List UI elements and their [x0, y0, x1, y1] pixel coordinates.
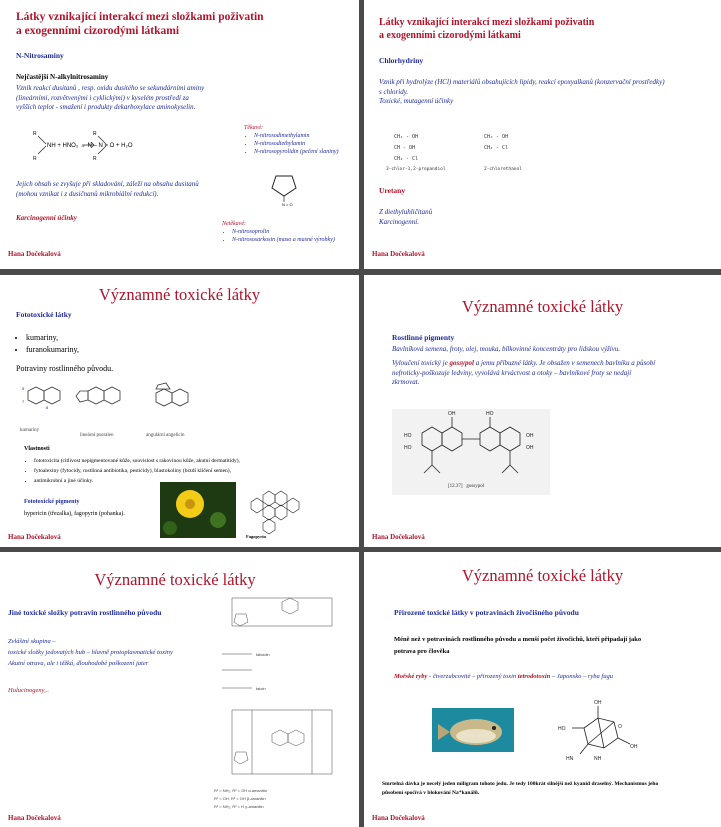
- list-item: • N-nitrosodimethylamin: [254, 132, 359, 140]
- section-heading: Přirozené toxické látky v potravinách živočišného původu: [394, 608, 579, 617]
- origin-text: Potraviny rostlinného původu.: [16, 364, 114, 373]
- section-heading: Jiné toxické složky potravin rostlinného původu: [8, 608, 162, 617]
- formula-line: CH₂ - OH: [484, 134, 509, 140]
- text-span: - čtverzubcovité – přirozený toxin: [427, 673, 518, 680]
- amanitin-structures: [212, 584, 357, 820]
- slide-n-nitrosaminy: [0, 0, 359, 269]
- structure-label: lineární psoralen: [80, 433, 114, 438]
- slide-fototoxicke-latky: [0, 275, 359, 547]
- fagopyrin-structure: [246, 485, 300, 537]
- bullet-list: [16, 332, 79, 356]
- formula-name: 3-chlor-1,2-propandiol: [386, 167, 446, 172]
- figure-caption: [448, 484, 484, 489]
- section-heading: Rostlinné pigmenty: [392, 333, 455, 342]
- text-line: Akutní otrava, ale i těžká, dlouhodobé poškození jater: [8, 660, 149, 667]
- svg-text:HO: HO: [486, 411, 494, 417]
- formula-line: CH₂ - Cl: [394, 156, 419, 162]
- section-heading: N-Nitrosaminy: [16, 51, 64, 60]
- text-span: a jemu příbuzné látky. Je obsažen v semenech bavlníku a působí: [473, 359, 656, 367]
- title-line-2: a exogenními cizorodými látkami: [16, 25, 180, 37]
- slide-zivocisne-toxiny: [364, 552, 721, 827]
- section-heading: Chlorhydriny: [379, 56, 424, 65]
- svg-text:7: 7: [22, 399, 25, 404]
- paragraph: [16, 180, 256, 199]
- slide-title: [16, 10, 264, 38]
- text-line: Vznik při hydrolýze (HCl) materiálů obsahujících lipidy, reakcí epoxyalkanů (konzervační prostředky): [379, 78, 665, 86]
- slide-author: Hana Dočekalová: [372, 250, 425, 258]
- section-heading: Fototoxické látky: [16, 310, 72, 319]
- formula-line: CH - OH: [394, 145, 416, 151]
- title-line-1: Látky vznikající interakcí mezi složkami poživatin: [16, 11, 264, 23]
- text-line: Méně než v potravinách rostlinného původu a menší počet živočichů, kteří připadají jako: [394, 636, 642, 643]
- structure-label: faloin: [256, 686, 266, 691]
- volatile-label: Těkavé:: [244, 125, 263, 131]
- svg-text:HN: HN: [566, 756, 574, 762]
- svg-text:HO: HO: [404, 445, 412, 451]
- paragraph-1: Bavlníková semena, froty, olej, mouka, bílkovinné koncentráty pro lidskou výživu.: [392, 345, 621, 353]
- formula-line: CH₂ - Cl: [484, 145, 509, 151]
- svg-text:HO: HO: [558, 726, 566, 732]
- text-line: Vznik reakcí dusitanů , resp. oxidu dusitého se sekundárními aminy: [16, 84, 205, 92]
- paragraph: [394, 634, 714, 658]
- fish-line: [394, 672, 714, 682]
- text-line: (lineárními, rozvětvenými i cyklickými) v kyselém prostředí za: [16, 93, 189, 102]
- volatile-list: [244, 132, 359, 156]
- pigments-text: hypericin (třezalka), fagopyrin (pohanka).: [24, 511, 125, 517]
- st-johns-wort-flower-image: [160, 482, 236, 538]
- text-line: [392, 359, 717, 369]
- list-item: • kumariny,: [26, 332, 79, 344]
- slide-title: Významné toxické látky: [98, 285, 261, 304]
- gossypol-structure: [392, 409, 550, 485]
- text-line: Smrtelná dávka je necelý jeden miligram tohoto jedu. Je tedy 100krát silnější než kyanid draselný. Mechanismus jeho: [382, 781, 659, 787]
- svg-text:OH: OH: [526, 445, 534, 451]
- list-item: • N-nitrosopyrolidin (pečení slaniny): [254, 148, 359, 156]
- svg-text:R: R: [93, 156, 97, 162]
- text-line: Karcinogenní.: [379, 217, 419, 226]
- subheading: Nejčastější N-alkylnitrosaminy: [16, 73, 109, 81]
- list-item: • furanokumariny,: [26, 344, 79, 356]
- text-line: nefroticky-poškozuje ledviny, vyvolává krváctvost a otoky – bavlníkové froty se nedají: [392, 368, 632, 377]
- slide-author: Hana Dočekalová: [8, 533, 61, 541]
- slide-title: [379, 16, 594, 42]
- slide-author: Hana Dočekalová: [372, 533, 425, 541]
- coumarin-structures: [16, 381, 206, 427]
- nitrosation-reaction-diagram: [28, 128, 168, 164]
- svg-text:8: 8: [46, 405, 49, 410]
- paragraph: [8, 636, 213, 669]
- slide-author: Hana Dočekalová: [372, 814, 425, 822]
- text-line: toxické složky jedovatých hub – hlavně protoplasmatické toxiny: [8, 649, 173, 656]
- text-line: působení spočívá v blokování Na⁺kanálů.: [382, 790, 480, 796]
- legend-line: R¹ = NH₂, R² = OH α-amanitin: [214, 788, 267, 793]
- title-line-1: Látky vznikající interakcí mezi složkami poživatin: [379, 17, 595, 28]
- svg-text:N = O: N = O: [282, 202, 293, 207]
- slide-toxicke-slozky-hub: [0, 552, 359, 827]
- text-line: potrava pro člověka: [394, 648, 450, 655]
- paragraph-2: [392, 359, 717, 388]
- svg-text:O: O: [618, 724, 622, 730]
- section-heading-2: Uretany: [379, 186, 406, 195]
- paragraph: [16, 84, 256, 113]
- caption-number: [12.37]: [448, 484, 463, 489]
- paragraph: [379, 208, 432, 227]
- tetrodotoxin-structure: [554, 698, 654, 768]
- slide-title: Významné toxické látky: [461, 297, 624, 316]
- legend-line: R¹ = NH₂, R² = H γ-amanitin: [214, 804, 264, 809]
- text-line: Toxické, mutagenní účinky: [379, 97, 454, 105]
- svg-text:R: R: [93, 131, 97, 137]
- svg-text:NH: NH: [594, 756, 602, 762]
- toxin-name: tetrodotoxin: [517, 673, 551, 680]
- list-item: • antimikrobní a jiné účinky.: [34, 476, 359, 486]
- pufferfish-photo: [432, 708, 514, 752]
- text-line: s chloridy.: [379, 87, 409, 96]
- formula-line: CH₂ - OH: [394, 134, 419, 140]
- slide-title: Významné toxické látky: [94, 570, 256, 589]
- text-line: vyšších teplot - smažení i produkty dekarboxylace aminokyselin.: [16, 103, 196, 111]
- svg-text:R: R: [33, 131, 37, 137]
- nonvolatile-label: Netěkavé:: [222, 221, 246, 227]
- list-item: • fototoxicita (citlivost nepigmentované kůže, souvislost s rakovinou kůže, akutní dermatitidy),: [34, 456, 359, 466]
- paragraph: [379, 78, 719, 107]
- caption-name: gossypol: [466, 484, 485, 489]
- formula-name: 2-chlorethanol: [484, 167, 522, 172]
- svg-text:OH: OH: [448, 411, 456, 417]
- list-item: • N-nitrosoprolin: [232, 228, 359, 236]
- chloroethanol-formula: [484, 132, 508, 154]
- list-item: • N-nitrososarkosin (maso a masné výrobky): [232, 236, 359, 244]
- gossypol-figure: [392, 409, 550, 495]
- text-line: Z diethyluhličitanů: [379, 208, 433, 216]
- list-item: • fytoalexiny (fytocidy, rostlinná antibiotika, pesticidy), blastokoliny (brzdí klíčení semen),: [34, 466, 359, 476]
- svg-text:5: 5: [22, 386, 25, 391]
- toxicity-note: [382, 780, 718, 798]
- reaction-equation: NH + HNO₂ → N – N = O + H₂O: [47, 143, 133, 149]
- slide-author: Hana Dočekalová: [8, 250, 61, 258]
- nitrosopyrrolidine-structure: [264, 172, 304, 208]
- list-item: • N-nitrosodiethylamin: [254, 140, 359, 148]
- gossypol-highlight: gossypol: [449, 359, 474, 367]
- slide-chlorhydriny: [364, 0, 721, 269]
- text-line: Zvláštní skupina –: [8, 638, 56, 645]
- slide-rostlinne-pigmenty: [364, 275, 721, 547]
- properties-label: Vlastnosti: [24, 446, 50, 452]
- svg-text:OH: OH: [526, 433, 534, 439]
- svg-text:OH: OH: [630, 744, 638, 750]
- text-line: (mohou vznikat i z dusičnanů mikrobiální redukcí).: [16, 189, 159, 198]
- nonvolatile-list: [222, 228, 359, 244]
- text-span: Vyloučení toxický je: [392, 359, 450, 367]
- text-line: Jejich obsah se zvyšuje při skladování, záleží na obsahu dusitanů: [16, 180, 199, 188]
- text-line: zkrmovat.: [392, 378, 420, 386]
- fagopyrin-label: Fagopyrin: [246, 534, 267, 539]
- title-line-2: a exogenními cizorodými látkami: [379, 30, 521, 41]
- structure-label: kumariny: [20, 428, 40, 433]
- chloropropanediol-formula: [394, 132, 418, 165]
- structure-label: falloidin: [256, 652, 270, 657]
- hallucinogens-text: Halucinogeny,..: [8, 687, 49, 694]
- svg-text:HO: HO: [404, 433, 412, 439]
- slide-title: Významné toxické látky: [461, 566, 624, 585]
- text-span: – Japonsko – ryba fugu: [550, 673, 613, 680]
- slide-author: Hana Dočekalová: [8, 814, 61, 822]
- carcinogenic-label: Karcinogenní účinky: [16, 214, 77, 222]
- legend-line: R¹ = OH, R² = OH β-amanitin: [214, 796, 266, 801]
- fish-label: Mořské ryby: [394, 673, 428, 680]
- svg-text:R: R: [33, 156, 37, 162]
- pigments-label: Fototoxické pigmenty: [24, 499, 80, 505]
- structure-label: angulární angelicin: [146, 433, 185, 438]
- svg-text:OH: OH: [594, 700, 602, 706]
